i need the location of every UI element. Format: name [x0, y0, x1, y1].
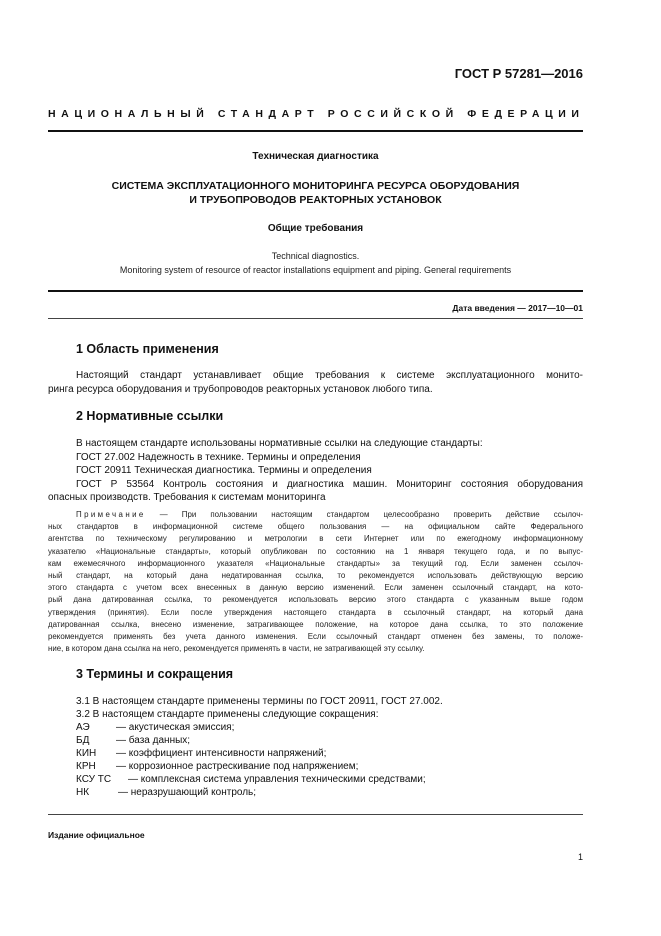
- note-line: утверждения (принятия). Если после утверждения настоящего стандарта в ссылочный стандарт, на который дана: [48, 607, 583, 617]
- note-line: указателю «Национальные стандарты», который опубликован по состоянию на 1 января текущего года, и по выпус-: [48, 546, 583, 556]
- section-1-line-1: Настоящий стандарт устанавливает общие требования к системе эксплуатационного монито-: [76, 370, 583, 381]
- reference-item: ГОСТ 20911 Техническая диагностика. Термины и определения: [76, 465, 372, 476]
- abbreviation-row: [76, 735, 190, 747]
- document-subtitle: Общие требования: [267, 223, 364, 234]
- note-line-1: [48, 509, 583, 521]
- national-standard-banner: НАЦИОНАЛЬНЫЙ СТАНДАРТ РОССИЙСКОЙ ФЕДЕРАЦИИ: [48, 108, 585, 120]
- document-title: [48, 179, 583, 207]
- abbreviation-key: КСУ ТС: [76, 774, 112, 785]
- date-rule: [48, 318, 583, 319]
- abbreviation-row: [76, 748, 326, 760]
- note-label: Примечание: [76, 510, 146, 519]
- section-2-heading: 2 Нормативные ссылки: [76, 409, 224, 423]
- note-line: ный стандарт, на который дана недатированная ссылка, то рекомендуется использовать действующую версию: [48, 571, 583, 581]
- page-number: 1: [577, 852, 583, 862]
- abbreviation-key: КИН: [76, 748, 97, 759]
- section-1-heading: 1 Область применения: [76, 342, 219, 356]
- reference-item-continuation: опасных производств. Требования к системам мониторинга: [48, 492, 326, 503]
- english-title-line-1: Technical diagnostics.: [271, 251, 360, 261]
- abbreviation-row: [76, 774, 426, 786]
- note-line: ние, в котором дана ссылка на него, рекомендуется применять в части, не затрагивающей эту ссылку.: [48, 644, 425, 654]
- title-line-2: И ТРУБОПРОВОДОВ РЕАКТОРНЫХ УСТАНОВОК: [189, 194, 442, 206]
- section-1-paragraph: [48, 369, 583, 396]
- document-subject: Техническая диагностика: [252, 151, 379, 162]
- note-line: рекомендуется применять без учета данного изменения. Если ссылочный стандарт отменен без замены, то положе-: [48, 632, 583, 642]
- title-block-rule: [48, 290, 583, 292]
- abbreviation-definition: — коэффициент интенсивности напряжений;: [116, 748, 327, 759]
- terms-paragraph-3-1: 3.1 В настоящем стандарте применены термины по ГОСТ 20911, ГОСТ 27.002.: [76, 696, 443, 707]
- note-line: агентства по техническому регулированию и метрологии в сети Интернет или по ежегодному информационному: [48, 534, 583, 544]
- abbreviation-key: НК: [76, 787, 90, 798]
- abbreviation-definition: — коррозионное растрескивание под напряжением;: [116, 761, 359, 772]
- section-1-line-2: ринга ресурса оборудования и трубопроводов реакторных установок любого типа.: [48, 383, 433, 395]
- terms-paragraph-3-2: 3.2 В настоящем стандарте применены следующие сокращения:: [76, 709, 379, 720]
- header-rule: [48, 130, 583, 132]
- abbreviation-definition: — неразрушающий контроль;: [118, 787, 257, 798]
- abbreviation-row: [76, 722, 234, 734]
- note-line: этого стандарта с учетом всех внесенных в данную версию изменений. Если заменен ссылочный стандарт, на кото-: [48, 583, 583, 593]
- section-3-heading: 3 Термины и сокращения: [76, 667, 234, 681]
- document-number: ГОСТ Р 57281—2016: [454, 66, 583, 81]
- reference-item: ГОСТ Р 53564 Контроль состояния и диагностика машин. Мониторинг состояния оборудования: [76, 478, 583, 490]
- edition-label: Издание официальное: [48, 830, 145, 840]
- note-text: — При пользовании настоящим стандартом целесообразно проверить действие ссылоч-: [145, 510, 583, 519]
- abbreviation-definition: — акустическая эмиссия;: [116, 722, 235, 733]
- abbreviation-key: КРН: [76, 761, 96, 772]
- english-title-line-2: Monitoring system of resource of reactor installations equipment and piping. General requirements: [119, 264, 512, 275]
- abbreviation-definition: — база данных;: [116, 735, 191, 746]
- abbreviation-definition: — комплексная система управления техническими средствами;: [128, 774, 426, 785]
- english-title: [48, 250, 583, 277]
- introduction-date: Дата введения — 2017—10—01: [452, 303, 583, 313]
- note-line: ных стандартов в информационной системе общего пользования — на официальном сайте Федерального: [48, 522, 583, 532]
- abbreviation-row: [76, 761, 358, 773]
- note-line: рый дана датированная ссылка, то рекомендуется использовать версию этого стандарта с указанным выше годом: [48, 595, 583, 605]
- abbreviation-key: БД: [76, 735, 90, 746]
- references-note: [48, 509, 583, 655]
- footer-rule: [48, 814, 583, 815]
- note-line: кам ежемесячного информационного указателя «Национальные стандарты» за текущий год. Если заменен ссылоч-: [48, 558, 583, 568]
- reference-item: ГОСТ 27.002 Надежность в технике. Термины и определения: [76, 451, 361, 463]
- references-intro: В настоящем стандарте использованы нормативные ссылки на следующие стандарты:: [76, 438, 483, 449]
- note-line: датированная ссылка, внесено изменение, затрагивающее положение, на которое дана ссылка, то это положение: [48, 619, 583, 629]
- abbreviation-row: [76, 787, 256, 799]
- title-line-1: СИСТЕМА ЭКСПЛУАТАЦИОННОГО МОНИТОРИНГА РЕСУРСА ОБОРУДОВАНИЯ: [111, 180, 520, 192]
- abbreviation-key: АЭ: [76, 722, 90, 733]
